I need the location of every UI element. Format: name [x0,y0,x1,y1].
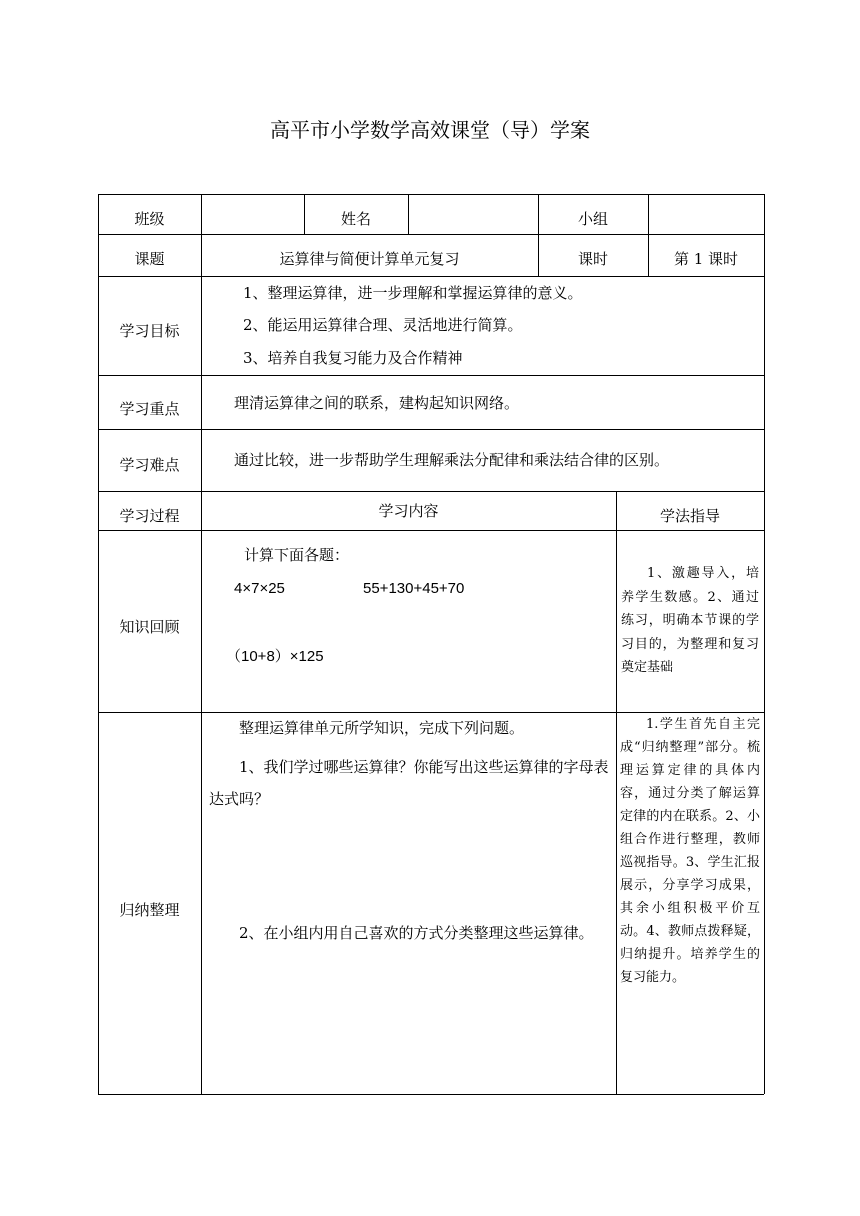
period-value: 第 1 课时 [673,250,739,268]
page-title: 高平市小学数学高效课堂（导）学案 [270,118,590,142]
summary-intro: 整理运算律单元所学知识，完成下列问题。 [239,719,525,737]
expression: 4×7×25 [234,580,285,597]
content-header: 学习内容 [378,502,439,520]
summary-guide: 1.学生首先自主完成“归纳整理”部分。梳理运算定律的具体内容，通过分类了解运算定律的内在联系。2、小组合作进行整理，教师巡视指导。3、学生汇报展示，分享学习成果，其余小组积极平价互动。4、教师点拨释疑，归纳提升。培养学生的复习能力。 [620,717,760,985]
expression: （10+8）×125 [226,648,324,665]
focus-label: 学习重点 [119,400,180,418]
review-label: 知识回顾 [119,618,180,636]
class-label: 班级 [134,210,165,228]
review-guide: 1、激趣导入，培养学生数感。2、通过练习，明确本节课的学习目的，为整理和复习奠定基础 [621,566,759,675]
topic-value: 运算律与简便计算单元复习 [279,250,460,268]
name-label: 姓名 [340,210,371,228]
topic-label: 课题 [134,250,165,268]
focus-text: 理清运算律之间的联系，建构起知识网络。 [234,394,520,412]
process-label: 学习过程 [119,507,180,525]
group-label: 小组 [577,210,608,228]
lesson-plan-table [98,194,764,1094]
summary-label: 归纳整理 [119,901,180,919]
guide-header: 学法指导 [659,507,720,525]
expression: 55+130+45+70 [363,580,465,597]
goal-item: 2、能运用运算律合理、灵活地进行简算。 [243,316,523,334]
question-2: 2、在小组内用自己喜欢的方式分类整理这些运算律。 [239,924,594,942]
difficulty-label: 学习难点 [119,456,180,474]
goals-label: 学习目标 [119,322,180,340]
difficulty-text: 通过比较，进一步帮助学生理解乘法分配律和乘法结合律的区别。 [234,451,670,469]
period-label: 课时 [577,250,608,268]
question-1: 1、我们学过哪些运算律？你能写出这些运算律的字母表达式吗？ [209,758,609,808]
review-prompt: 计算下面各题： [244,546,350,564]
goal-item: 3、培养自我复习能力及合作精神 [243,349,463,367]
goal-item: 1、整理运算律，进一步理解和掌握运算律的意义。 [243,284,583,302]
